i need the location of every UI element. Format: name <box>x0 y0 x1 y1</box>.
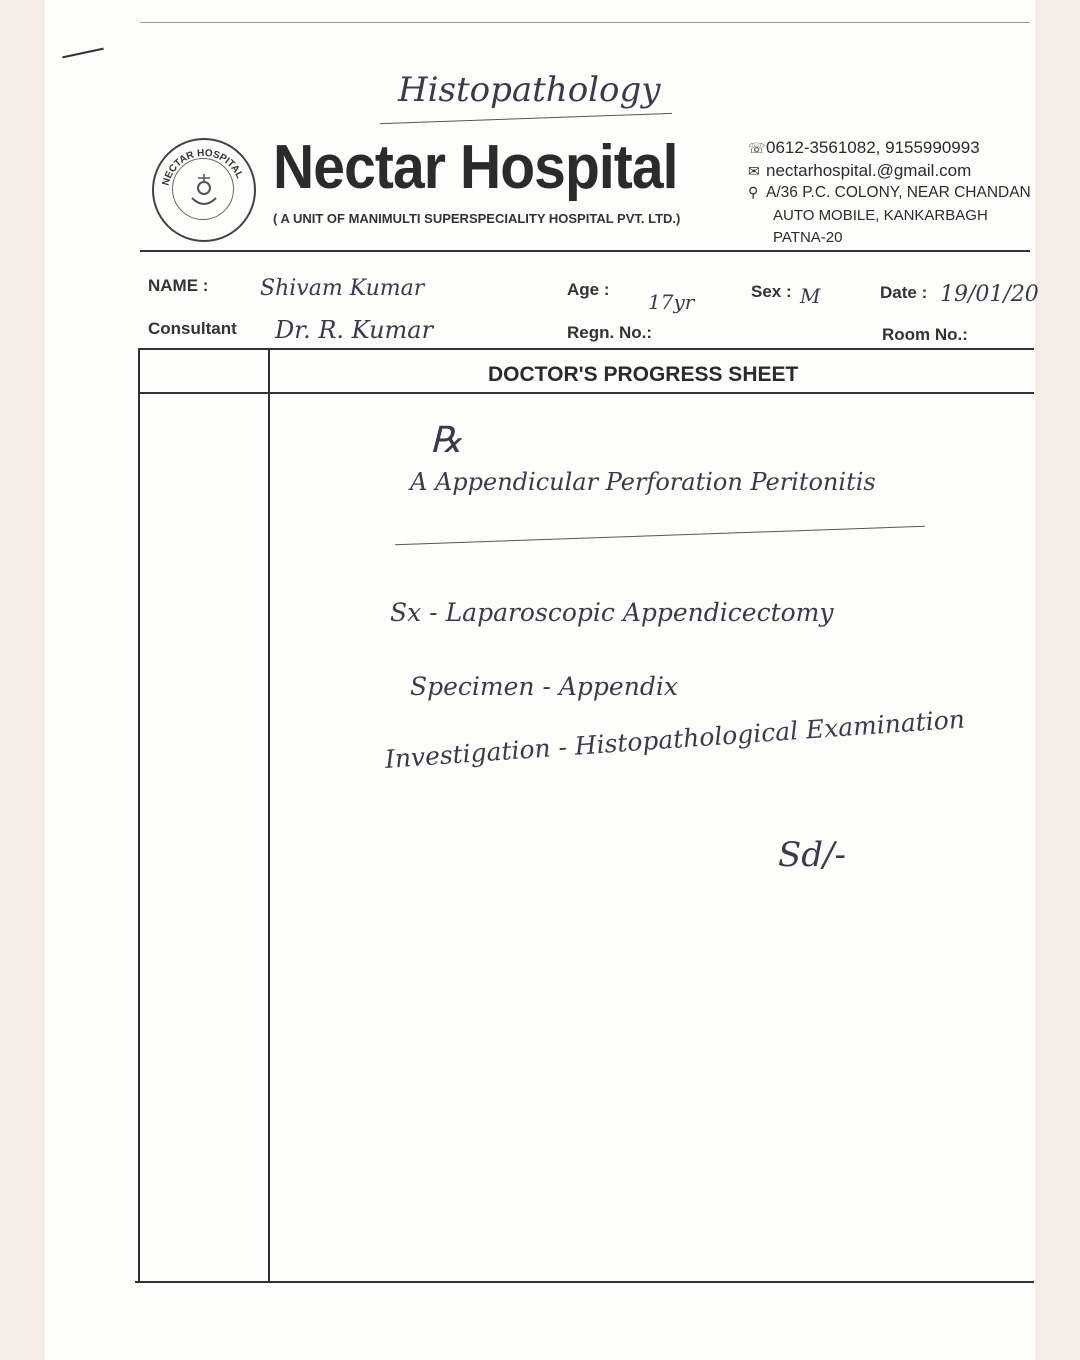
name-label: NAME : <box>148 276 209 295</box>
address-line-1: A/36 P.C. COLONY, NEAR CHANDAN <box>766 184 1031 201</box>
specimen-note: Specimen - Appendix <box>410 672 678 701</box>
phone-icon: ☏ <box>748 140 766 156</box>
rx-mark: ℞ <box>430 420 463 461</box>
table-top-rule <box>138 348 1034 350</box>
surgery-note: Sx - Laparoscopic Appendicectomy <box>390 598 834 627</box>
patient-sex: M <box>800 284 821 308</box>
hospital-name: Nectar Hospital <box>273 133 678 202</box>
consultant-name: Dr. R. Kumar <box>275 316 434 344</box>
sex-label: Sex : <box>751 282 792 301</box>
top-scan-line <box>140 22 1030 23</box>
mail-icon: ✉ <box>748 163 760 179</box>
date-label: Date : <box>880 283 928 302</box>
patient-name: Shivam Kumar <box>260 276 425 301</box>
age-label: Age : <box>567 280 610 299</box>
location-pin-icon: ⚲ <box>748 184 759 200</box>
regn-label: Regn. No.: <box>567 323 652 342</box>
phone-number: 0612-3561082, 9155990993 <box>766 138 980 157</box>
hospital-logo <box>152 138 256 242</box>
table-column-divider <box>268 348 270 1283</box>
table-header-rule <box>138 392 1034 394</box>
address-row <box>748 184 1031 202</box>
svg-text:NECTAR HOSPITAL: NECTAR HOSPITAL <box>160 147 245 187</box>
sheet-title: DOCTOR'S PROGRESS SHEET <box>488 363 799 386</box>
table-left-border <box>138 348 140 1283</box>
patient-age: 17yr <box>648 290 695 314</box>
investigation-note: Investigation - Histopathological Examination <box>383 704 966 774</box>
header-rule <box>140 250 1030 252</box>
logo-seal-icon <box>154 140 254 240</box>
visit-date: 19/01/20 <box>940 282 1039 307</box>
address-line-3: PATNA-20 <box>773 229 843 246</box>
consultant-label: Consultant <box>148 319 237 338</box>
phone-row <box>748 138 980 158</box>
address-line-2: AUTO MOBILE, KANKARBAGH <box>773 207 988 224</box>
email-row <box>748 161 971 181</box>
doctor-signature: Sd/- <box>778 835 846 875</box>
email-address: nectarhospital.@gmail.com <box>766 161 972 180</box>
diagnosis-note: A Appendicular Perforation Peritonitis <box>410 468 876 496</box>
histopathology-annotation: Histopathology <box>398 70 661 110</box>
hospital-subtitle: ( A UNIT OF MANIMULTI SUPERSPECIALITY HOSPITAL PVT. LTD.) <box>273 211 681 226</box>
room-label: Room No.: <box>882 325 968 344</box>
